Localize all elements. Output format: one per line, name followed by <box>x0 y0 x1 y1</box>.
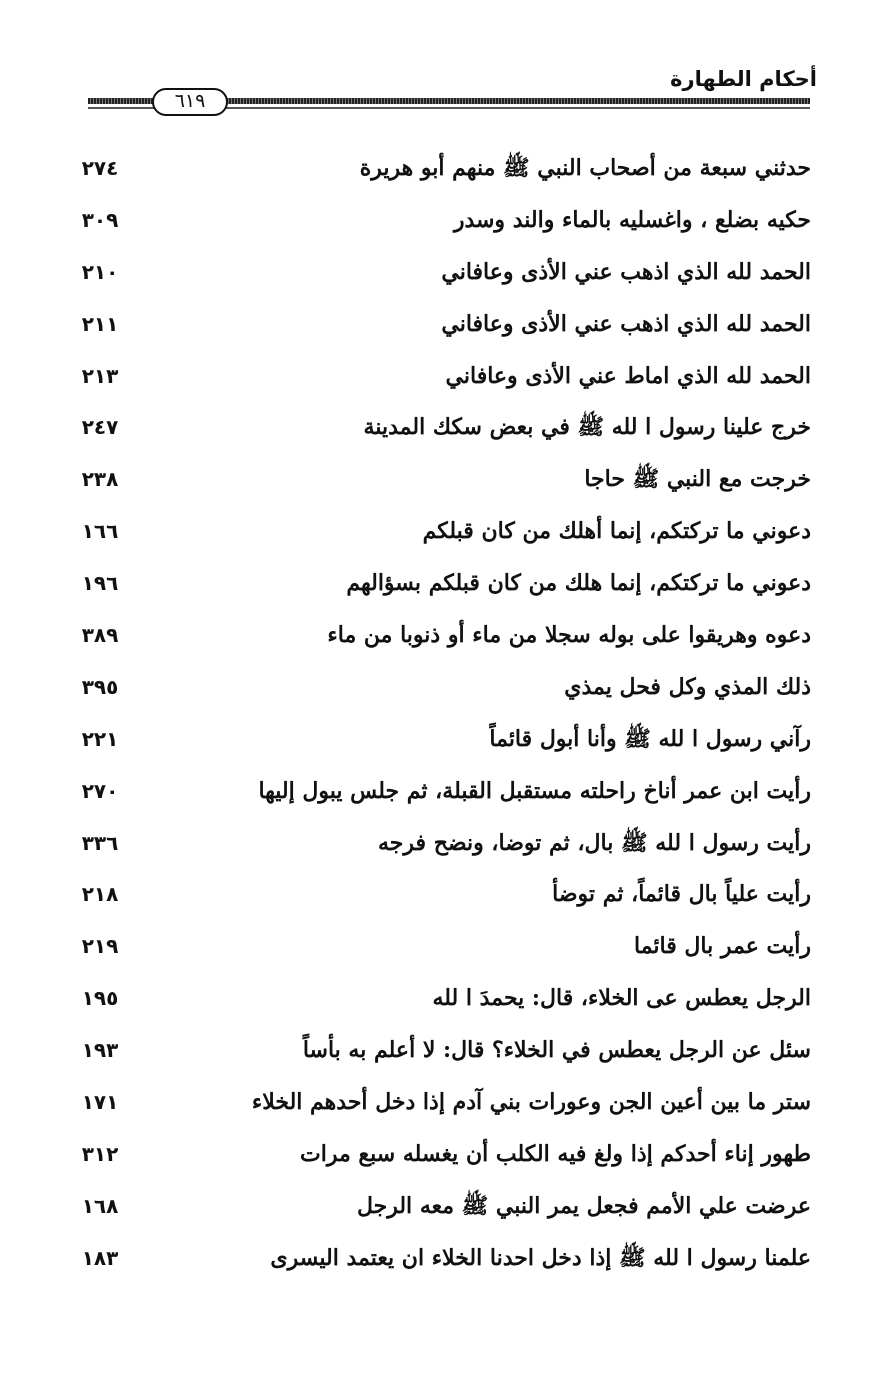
entry-text: رأيت ابن عمر أناخ راحلته مستقبل القبلة، ثم جلس يبول إليها <box>258 777 811 804</box>
entry-page-number: ٢٢١ <box>81 726 119 751</box>
entry-text: الرجل يعطس عى الخلاء، قال: يحمدَ ا لله <box>432 985 811 1012</box>
entry-page-number: ٣٨٩ <box>81 623 119 648</box>
entry-text: خرجت مع النبي ﷺ حاجا <box>584 466 811 493</box>
entry-text: رأيت رسول ا لله ﷺ بال، ثم توضا، ونضح فرجه <box>378 829 811 856</box>
index-row <box>0 662 879 714</box>
entry-text: ستر ما بين أعين الجن وعورات بني آدم إذا دخل أحدهم الخلاء <box>251 1089 811 1116</box>
entry-page-number: ١٩٣ <box>81 1038 119 1063</box>
entry-text: الحمد لله الذي اماط عني الأذى وعافاني <box>445 362 811 389</box>
index-row <box>0 869 879 921</box>
entry-text: رأيت عمر بال قائما <box>634 933 811 960</box>
index-row <box>0 506 879 558</box>
entry-text: عرضت علي الأمم فجعل يمر النبي ﷺ معه الرجل <box>356 1192 811 1219</box>
index-row <box>0 714 879 766</box>
index-row <box>0 766 879 818</box>
entry-text: خرج علينا رسول ا لله ﷺ في بعض سكك المدينة <box>363 414 811 441</box>
entry-text: طهور إناء أحدكم إذا ولغ فيه الكلب أن يغسله سبع مرات <box>300 1140 811 1167</box>
entry-page-number: ١٧١ <box>81 1090 119 1115</box>
page-number: ٦١٩ <box>152 88 228 116</box>
index-row <box>0 1077 879 1129</box>
index-row <box>0 1181 879 1233</box>
entry-page-number: ٢١٠ <box>81 259 119 284</box>
entry-page-number: ٢٧٠ <box>81 778 119 803</box>
index-row <box>0 1025 879 1077</box>
entry-page-number: ١٦٨ <box>81 1193 119 1218</box>
entry-page-number: ٢١٩ <box>81 934 119 959</box>
entry-text: سئل عن الرجل يعطس في الخلاء؟ قال: لا أعلم به بأساً <box>302 1037 811 1064</box>
index-row <box>0 1233 879 1285</box>
running-header-title: أحكام الطهارة <box>670 67 817 91</box>
entry-page-number: ٢٤٧ <box>81 415 119 440</box>
page-header <box>0 0 879 140</box>
entry-page-number: ١٩٦ <box>81 571 119 596</box>
entry-text: دعوه وهريقوا على بوله سجلا من ماء أو ذنوبا من ماء <box>327 622 811 649</box>
entry-text: دعوني ما تركتكم، إنما هلك من كان قبلكم بسؤالهم <box>346 570 811 597</box>
index-row <box>0 195 879 247</box>
entry-text: علمنا رسول ا لله ﷺ إذا دخل احدنا الخلاء ان يعتمد اليسرى <box>270 1244 811 1271</box>
entry-text: ذلك المذي وكل فحل يمذي <box>564 673 811 700</box>
index-row <box>0 818 879 870</box>
entry-page-number: ١٨٣ <box>81 1245 119 1270</box>
entry-page-number: ١٩٥ <box>81 986 119 1011</box>
entry-page-number: ٢١٨ <box>81 882 119 907</box>
index-row <box>0 558 879 610</box>
entry-text: الحمد لله الذي اذهب عني الأذى وعافاني <box>441 258 811 285</box>
index-row <box>0 921 879 973</box>
index-row <box>0 1129 879 1181</box>
index-row <box>0 143 879 195</box>
entry-page-number: ٣٩٥ <box>81 674 119 699</box>
index-row <box>0 973 879 1025</box>
entry-page-number: ٢١١ <box>81 311 119 336</box>
entry-text: حكيه بضلع ، واغسليه بالماء والند وسدر <box>453 206 811 233</box>
entry-text: الحمد لله الذي اذهب عني الأذى وعافاني <box>441 310 811 337</box>
index-row <box>0 402 879 454</box>
index-row <box>0 299 879 351</box>
entry-text: دعوني ما تركتكم، إنما أهلك من كان قبلكم <box>422 518 811 545</box>
index-row <box>0 610 879 662</box>
entry-page-number: ٢٧٤ <box>81 156 119 180</box>
hadith-index-list <box>0 143 879 1285</box>
entry-page-number: ٢١٣ <box>81 363 119 388</box>
index-row <box>0 351 879 403</box>
entry-page-number: ٣٠٩ <box>81 207 119 232</box>
index-row <box>0 454 879 506</box>
entry-page-number: ١٦٦ <box>81 519 119 544</box>
entry-text: حدثني سبعة من أصحاب النبي ﷺ منهم أبو هريرة <box>359 155 811 181</box>
entry-page-number: ٣٣٦ <box>81 830 119 855</box>
entry-page-number: ٢٣٨ <box>81 467 119 492</box>
entry-text: رأيت علياً بال قائماً، ثم توضأ <box>552 881 811 908</box>
index-row <box>0 247 879 299</box>
entry-page-number: ٣١٢ <box>81 1141 119 1166</box>
entry-text: رآني رسول ا لله ﷺ وأنا أبول قائماً <box>489 725 811 752</box>
